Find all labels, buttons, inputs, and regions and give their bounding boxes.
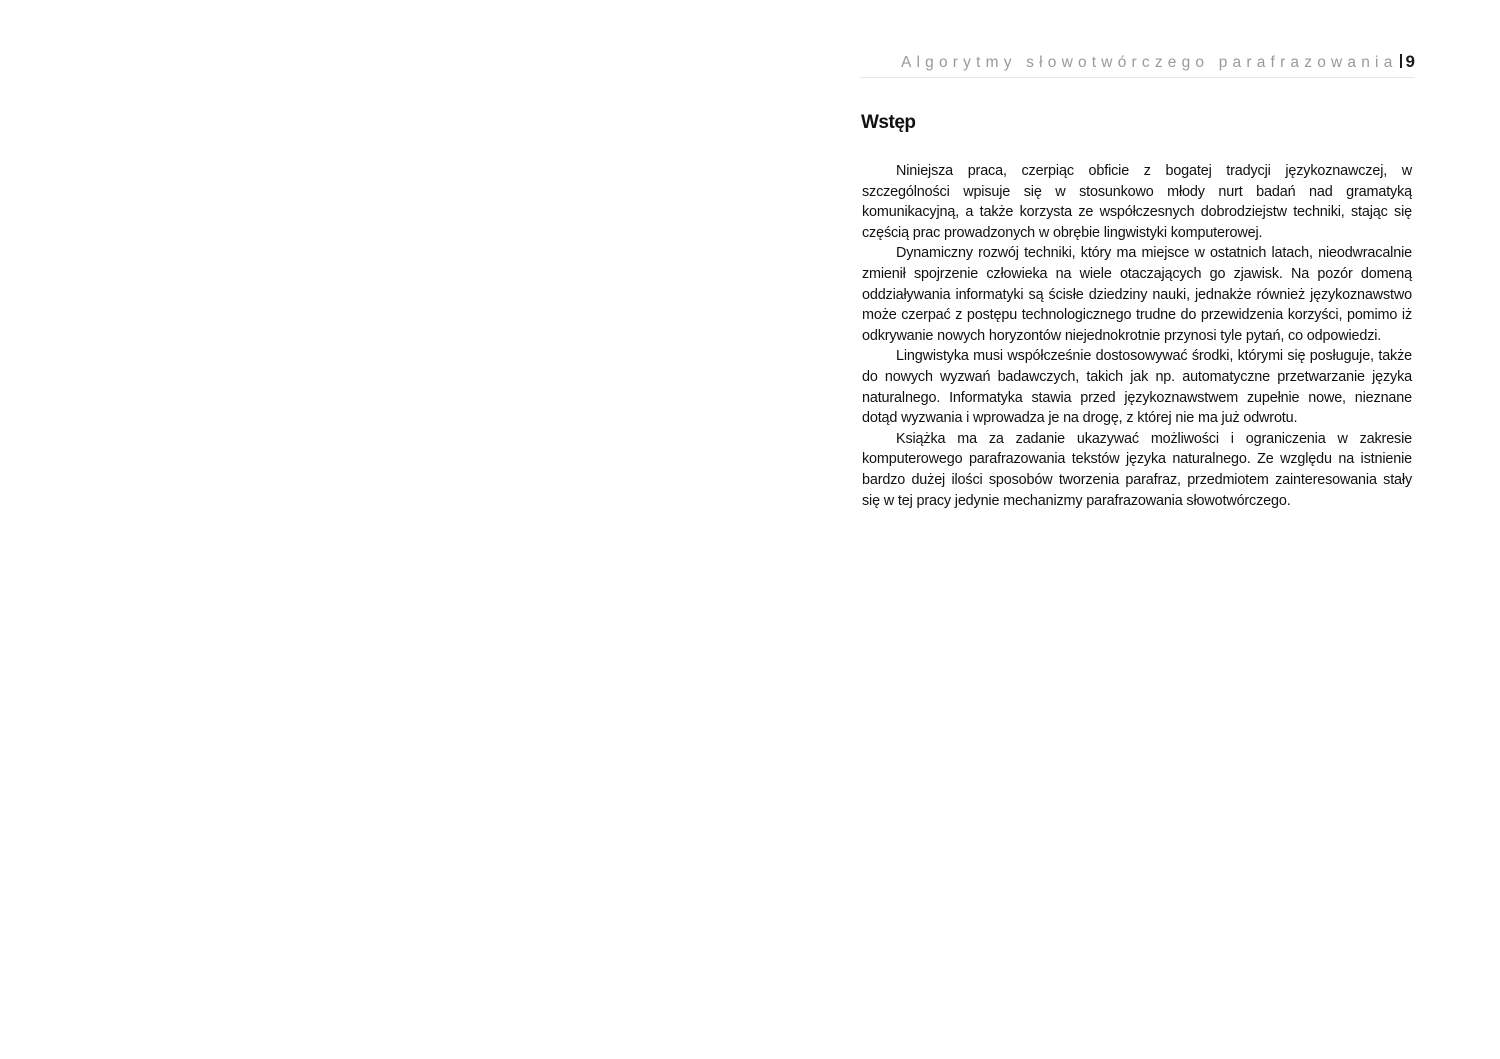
paragraph-1: Niniejsza praca, czerpiąc obficie z bogatej tradycji językoznawczej, w szczególności wpisuje się w stosunkowo młody nurt badań nad gramatyką komunikacyjną, a także korzysta ze współczesnych dobrodziejstw techniki, stając się częścią prac prowadzonych w obrębie lingwistyki komputerowej.: [862, 163, 1412, 241]
running-header: [860, 52, 1415, 78]
paragraph-4: Książka ma za zadanie ukazywać możliwości i ograniczenia w zakresie komputerowego parafrazowania tekstów języka naturalnego. Ze względu na istnienie bardzo dużej ilości sposobów tworzenia parafraz, przedmiotem zainteresowania stały się w tej pracy jedynie mechanizmy parafrazowania słowotwórczego.: [862, 430, 1412, 509]
header-separator: [1400, 54, 1402, 68]
section-heading: Wstęp: [861, 112, 916, 133]
paragraph-2: Dynamiczny rozwój techniki, który ma miejsce w ostatnich latach, nieodwracalnie zmienił spojrzenie człowieka na wiele otaczających go zjawisk. Na pozór domeną oddziaływania informatyki są ścisłe dziedziny nauki, jednakże również językoznawstwo może czerpać z postępu technologicznego trudne do przewidzenia korzyści, pomimo iż odkrywanie nowych horyzontów niejednokrotnie przynosi tyle pytań, co odpowiedzi.: [862, 245, 1412, 344]
body-text: [862, 161, 1412, 511]
right-page: [750, 0, 1500, 1059]
paragraph-3: Lingwistyka musi współcześnie dostosowywać środki, którymi się posługuje, także do nowych wyzwań badawczych, takich jak np. automatyczne przetwarzanie języka naturalnego. Informatyka stawia przed językoznawstwem zupełnie nowe, nieznane dotąd wyzwania i wprowadza je na drogę, z której nie ma już odwrotu.: [862, 348, 1412, 427]
running-header-title: Algorytmy słowotwórczego parafrazowania: [900, 54, 1398, 71]
page-number: 9: [1405, 52, 1415, 71]
